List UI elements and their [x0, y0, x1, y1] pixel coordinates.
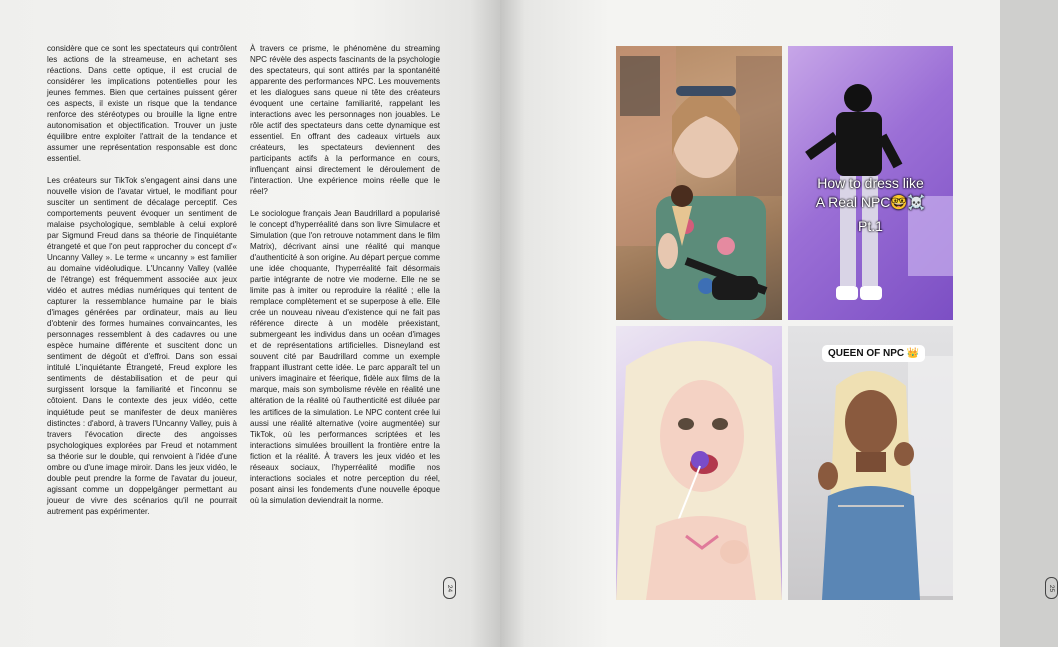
page-number-text: 25 — [1047, 584, 1055, 592]
paragraph: Les créateurs sur TikTok s'engagent ainsi dans une nouvelle vision de l'avatar virtuel, le modifiant pour susciter un sentiment de décalage perceptif. Ces comportements peuvent évoquer un sentiment de malaise psychologique, semblable à celui exploré par Sigmund Freud dans sa théorie de l'inquiétante étrangeté et que l'on peut rapprocher du concept d'« Uncanny Valley ». Le terme « uncanny » est familier au domaine vidéoludique. L'Uncanny Valley (vallée de l'étrange) est fréquemment associée aux jeux vidéo et autres médias numériques qui tentent de capturer la ressemblance humaine par le biais d'images générées par ordinateur, mais au lieu d'obtenir des formes humaines convaincantes, les personnages ressemblent à des cadavres ou une espèce humaine différente et suscitent donc un sentiment de dégoût et d'effroi. Dans son essai intitulé L'inquiétante Étrangeté, Freud explore les sentiments de déstabilisation et de peur qui surgissent lorsque la familiarité et l'inconnu se côtoient. Dans le contexte des jeux vidéo, cette inquiétude peut se manifester de deux manières distinctes : d'abord, à travers l'Uncanny Valley, puis à travers l'évocation directe des angoisses psychologiques explorées par Freud et notamment sa théorie sur le double, qui renvoient à l'idée d'une ombre ou d'une image miroir. Dans les jeux vidéo, le double peut prendre la forme de l'avatar du joueur, agissant comme un doppelgänger permettant au joueur de vivre des scénarios qu'il ne pourrait autrement pas expérimenter. — [47, 176, 237, 516]
photo-blonde-lollipop — [616, 326, 782, 600]
page-number — [1045, 577, 1058, 599]
paragraph: À travers ce prisme, le phénomène du streaming NPC révèle des aspects fascinants de la psychologie des spectateurs, qui sont attirés par la spontanéité apparente des performances NPC. Les mouvements et les dialogues sans queue ni tête des créateurs évoquent une certaine familiarité, rappelant les interactions avec les personnages non jouables. Le rôle actif des spectateurs dans cette dynamique est essentiel. En offrant des cadeaux virtuels aux créateurs, les spectateurs deviennent des participants actifs à la performance en cours, influençant ainsi directement le déroulement de l'interaction. Une expérience moins réelle que le réel? — [250, 44, 440, 197]
video-caption-part: Pt.1 — [858, 218, 883, 234]
text-column-2 — [250, 43, 440, 517]
paragraph: Le sociologue français Jean Baudrillard a popularisé le concept d'hyperréalité dans son livre Simulacre et Simulation (que l'on retrouve notamment dans le film Matrix), décrivant ainsi une réalité qui manque d'authenticité à son origine. Au départ perçue comme une idée choquante, l'hyperréalité fait désormais partie intégrante de notre vie moderne. Elle ne se limite pas à imiter ou reproduire la réalité ; elle la remplace complètement et se superpose à elle. Elle crée un nouveau niveau d'existence qui ne fait pas référence directe à un modèle préexistant, submergeant les individus dans un océan d'images et de représentations artificielles. Disneyland est souvent cité par Baudrillard comme un exemple frappant illustrant cette idée. Le parc apparaît tel un univers imaginaire et féerique, fidèle aux films de la marque, mais son symbolisme révèle en réalité une altération de la réalité où l'authenticité est diluée par les artifices de la simulation. Le NPC content crée lui aussi une réalité alternative (voire augmentée) sur TikTok, où les performances scriptées et les interactions simulées brouillent la frontière entre la fiction et la réalité. À travers les jeux vidéo et les réseaux sociaux, l'hyperréalité modifie nos interactions sociales et notre perception du réel, posant ainsi les fondements d'une nouvelle époque où la simulation deviendrait la norme. — [250, 209, 440, 505]
caption-line: How to dress like — [817, 175, 924, 191]
blonde-lollipop-illustration — [616, 326, 782, 600]
paragraph: considère que ce sont les spectateurs qui contrôlent les actions de la streameuse, en achetant ses réactions. Dans cette optique, il est crucial de considérer les implications potentielles pour les jeunes femmes. Bien que certaines puissent gérer ces aspects, il existe un risque que la tendance renforce des stéréotypes ou brouille la ligne entre autonomisation et objectification. Trouver un juste équilibre entre exploiter l'attrait de la tendance et assumer une représentation responsable est donc essentiel. — [47, 44, 237, 164]
video-sticker: QUEEN OF NPC 👑 — [822, 345, 925, 362]
caption-line: A Real NPC🤓☠️ — [815, 194, 926, 210]
photo-girl-ice-cream — [616, 46, 782, 320]
video-caption — [788, 174, 953, 212]
page-number — [443, 577, 456, 599]
left-page — [0, 0, 500, 647]
photo-queen-of-npc — [788, 326, 953, 600]
right-page — [500, 0, 1055, 647]
photo-npc-dress-video — [788, 46, 953, 320]
girl-ice-cream-illustration — [616, 46, 782, 320]
woman-denim-illustration — [788, 326, 953, 600]
text-column-1 — [47, 43, 237, 528]
page-number-text: 24 — [445, 584, 453, 592]
